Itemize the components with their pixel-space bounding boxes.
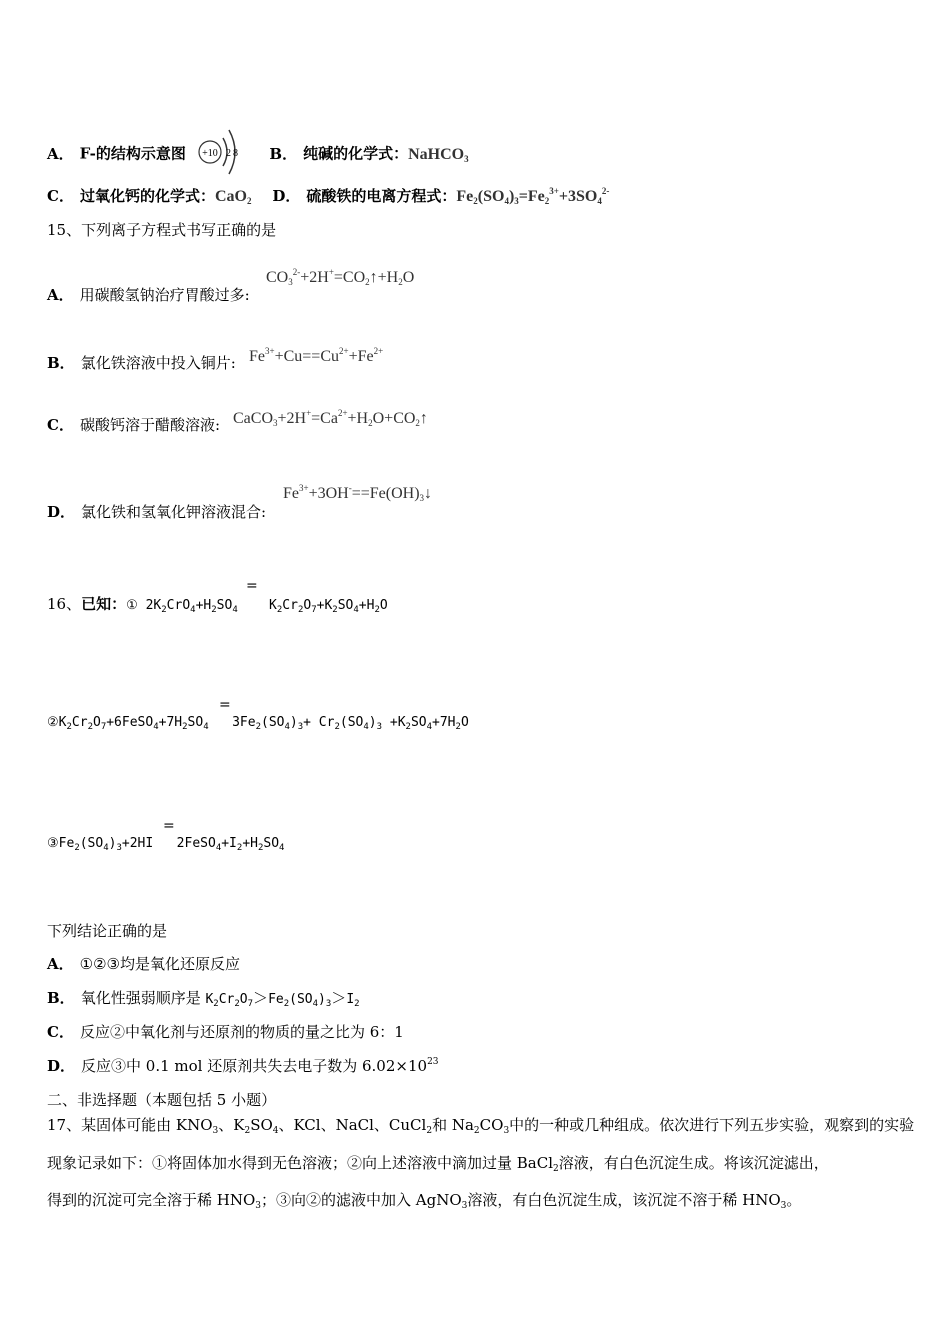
q15-stem: [47, 220, 276, 240]
equals-sign: =: [219, 697, 231, 713]
q17-number: 17、: [47, 1116, 82, 1134]
q16-reaction-1: 16、已知：① $2K_2CrO_4+H_2SO_4$ $K_2Cr_2O_7+K_2SO_4+H_2O$: [47, 595, 388, 615]
q14-option-a-label: A．: [47, 144, 74, 163]
q16-option-b: [47, 988, 360, 1010]
q15-option-a-equation: $CO_3^{2-}+2H^+=CO_2↑+H_2O$: [266, 267, 415, 287]
q14-option-c-label: C．: [47, 187, 74, 205]
q14-option-cd-row: [47, 186, 609, 207]
q14-option-b-formula: NaHCO$_3$: [408, 145, 469, 164]
q15-stem-text: 下列离子方程式书写正确的是: [81, 221, 277, 239]
q14-option-d-formula: $Fe_2(SO_4)_3=Fe_2^{3+}+3SO_4^{2-}$: [456, 186, 610, 206]
option-label: B．: [47, 354, 75, 372]
option-text: 反应②中氧化剂与还原剂的物质的量之比为 6：1: [79, 1023, 404, 1041]
option-label: A．: [47, 955, 74, 973]
option-label: D．: [47, 1057, 76, 1075]
svg-text:8: 8: [232, 148, 238, 159]
option-label: A．: [47, 286, 74, 304]
option-text: 反应③中 0.1 mol 还原剂共失去电子数为 $6.02\times 10^{23}$: [81, 1057, 439, 1075]
q14-option-a-text: F-的结构示意图: [79, 144, 186, 163]
q16-reaction-2: $②K_2Cr_2O_7+6FeSO_4+7H_2SO_4$ $3Fe_2(SO_4)_3+ Cr_2(SO_4)_3 +K_2SO_4+7H_2O$: [47, 715, 469, 732]
option-text: ①②③均是氧化还原反应: [79, 955, 240, 973]
q17-line-1: 17、某固体可能由 $KNO_3$、$K_2SO_4$、KCl、NaCl、CuCl$_2$和 $Na_2CO_3$中的一种或几种组成。依次进行下列五步实验，观察到的实验: [47, 1116, 915, 1136]
q16-option-a: [47, 954, 240, 974]
option-text: 氧化性强弱顺序是 $K_2Cr_2O_7>Fe_2(SO_4)_3>I_2$: [80, 989, 360, 1009]
option-label: D．: [47, 503, 76, 521]
svg-text:2: 2: [225, 148, 231, 159]
option-label: C．: [47, 416, 74, 434]
q17-line-3: 得到的沉淀可完全溶于稀 $HNO_3$；③向②的滤液中加入 AgNO$_3$溶液，有白色沉淀生成，该沉淀不溶于稀 $HNO_3$。: [47, 1191, 802, 1211]
q14-option-d-text: 硫酸铁的电离方程式：: [306, 187, 457, 205]
q15-option-b: [47, 353, 236, 373]
option-label: B．: [47, 989, 75, 1007]
q17-line-2: 现象记录如下：①将固体加水得到无色溶液；②向上述溶液中滴加过量 BaCl$_2$溶液，有白色沉淀生成。将该沉淀滤出，: [47, 1154, 829, 1174]
q16-stem: 下列结论正确的是: [47, 922, 168, 940]
equals-sign: =: [163, 818, 175, 834]
q15-option-c: [47, 415, 220, 435]
q15-option-d: [47, 502, 266, 522]
q16-number: 16、: [47, 595, 82, 613]
q15-number: 15、: [47, 221, 82, 239]
q16-option-d: [47, 1056, 439, 1076]
q14-option-ab-row: [47, 122, 469, 187]
svg-text:+10: +10: [201, 148, 218, 159]
q14-option-b-label: B．: [269, 144, 298, 163]
q15-option-a: [47, 285, 250, 305]
equals-sign: =: [246, 578, 258, 594]
option-text: 氯化铁溶液中投入铜片:: [80, 354, 236, 372]
q16-option-c: [47, 1022, 404, 1042]
q15-option-b-equation: $Fe^{3+}+Cu==Cu^{2+}+Fe^{2+}$: [249, 346, 384, 365]
q15-option-d-equation: $Fe^{3+}+3OH^-==Fe(OH)_3↓$: [283, 483, 433, 503]
option-text: 碳酸钙溶于醋酸溶液:: [79, 416, 221, 434]
q14-option-c-formula: CaO$_2$: [214, 188, 252, 206]
q15-option-c-equation: $CaCO_3+2H^+=Ca^{2+}+H_2O+CO_2↑$: [233, 408, 428, 428]
q14-option-b-text: 纯碱的化学式：: [303, 144, 409, 163]
option-text: 氯化铁和氢氧化钾溶液混合:: [81, 503, 267, 521]
option-text: 用碳酸氢钠治疗胃酸过多:: [79, 286, 250, 304]
q14-option-c-text: 过氧化钙的化学式：: [79, 187, 215, 205]
atom-structure-diagram: [195, 122, 245, 187]
option-label: C．: [47, 1023, 74, 1041]
q16-reaction-3: $③Fe_2(SO_4)_3+2HI$ $2FeSO_4+I_2+H_2SO_4$: [47, 836, 285, 853]
q14-option-d-label: D．: [272, 187, 301, 205]
q16-intro: 已知：: [81, 595, 127, 613]
section-title: 二、非选择题（本题包括 5 小题）: [47, 1091, 277, 1109]
